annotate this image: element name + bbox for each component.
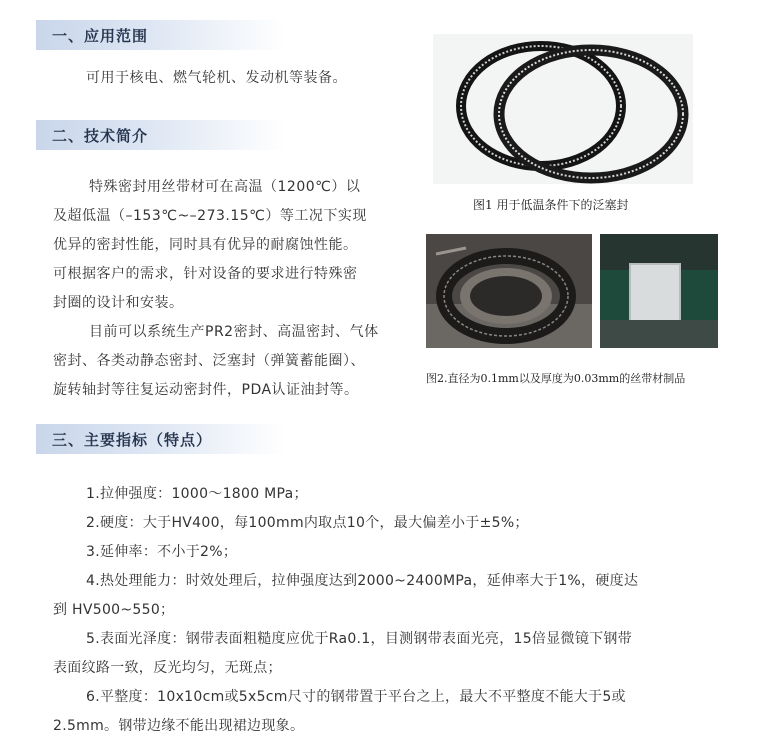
spec-item: 5.表面光泽度：钢带表面粗糙度应优于Ra0.1，目测钢带表面光亮，15倍显微镜下钢带 bbox=[86, 631, 633, 647]
spec-item-continuation: 表面纹路一致，反光均匀，无斑点； bbox=[53, 660, 282, 676]
intro-line: 目前可以系统生产PR2密封、高温密封、气体 bbox=[89, 324, 379, 340]
spec-item: 3.延伸率：不小于2%； bbox=[86, 544, 238, 560]
intro-line: 密封、各类动静态密封、泛塞封（弹簧蓄能圈）、 bbox=[53, 353, 365, 369]
strip-roll-photo bbox=[600, 234, 718, 348]
spec-item: 4.热处理能力：时效处理后，拉伸强度达到2000~2400MPa，延伸率大于1%，硬度达 bbox=[86, 573, 639, 589]
seal-ring-photo bbox=[433, 34, 693, 184]
spec-item: 1.拉伸强度：1000～1800 MPa； bbox=[86, 486, 308, 502]
application-text: 可用于核电、燃气轮机、发动机等装备。 bbox=[86, 70, 347, 86]
intro-line: 旋转轴封等往复运动密封件，PDA认证油封等。 bbox=[53, 382, 359, 398]
intro-line: 及超低温（–153℃~–273.15℃）等工况下实现 bbox=[53, 208, 367, 224]
spec-item-continuation: 到 HV500~550； bbox=[53, 602, 175, 618]
section-title: 三、主要指标（特点） bbox=[52, 431, 213, 449]
section-title: 一、应用范围 bbox=[52, 27, 149, 45]
intro-line: 封圈的设计和安装。 bbox=[53, 295, 184, 311]
section-title: 二、技术简介 bbox=[52, 127, 149, 145]
figure-1-caption: 图1 用于低温条件下的泛塞封 bbox=[473, 198, 629, 212]
specs-list bbox=[53, 480, 733, 741]
section-header-application bbox=[36, 20, 286, 50]
intro-paragraph bbox=[53, 173, 423, 405]
intro-line: 可根据客户的需求，针对设备的要求进行特殊密 bbox=[53, 266, 358, 282]
intro-line: 优异的密封性能，同时具有优异的耐腐蚀性能。 bbox=[53, 237, 358, 253]
intro-line: 特殊密封用丝带材可在高温（1200℃）以 bbox=[89, 179, 361, 195]
spec-item-continuation: 2.5mm。钢带边缘不能出现裙边现象。 bbox=[53, 718, 305, 734]
spec-item: 2.硬度：大于HV400，每100mm内取点10个，最大偏差小于±5%； bbox=[86, 515, 529, 531]
section-header-intro bbox=[36, 120, 286, 150]
spec-item: 6.平整度：10x10cm或5x5cm尺寸的钢带置于平台之上，最大不平整度不能大于5或 bbox=[86, 689, 626, 705]
figure-2-caption: 图2.直径为0.1mm以及厚度为0.03mm的丝带材制品 bbox=[426, 372, 686, 385]
section-header-specs bbox=[36, 424, 286, 454]
wire-coil-photo bbox=[426, 234, 592, 348]
